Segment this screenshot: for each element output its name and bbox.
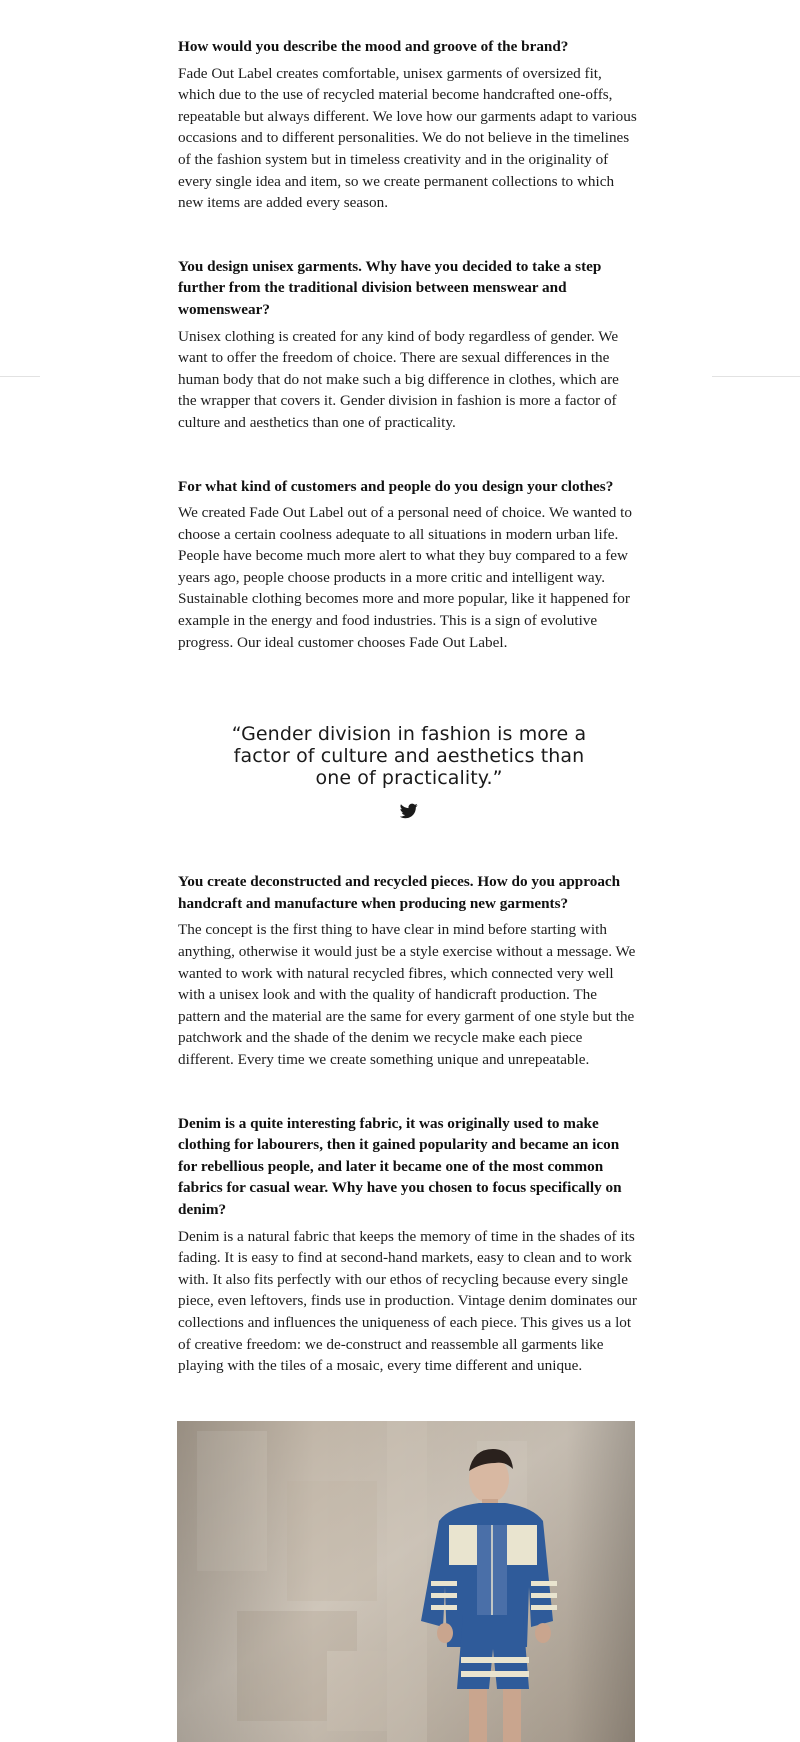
right-divider-line: [712, 376, 800, 377]
interview-question: For what kind of customers and people do you design your clothes?: [178, 477, 614, 495]
interview-answer: The concept is the first thing to have clear in mind before starting with anything, otherwise it would just be a style exercise without a message. We wanted to work with natural recycled fibres, which connected very well with a unisex look and with the quality of handicraft production. The pattern and the material are the same for every garment of one style but the patchwork and the shade of the denim we recycle make each piece different. Every time we create something unique and unrepeatable.: [178, 921, 636, 1068]
qa-item: [178, 476, 640, 654]
interview-answer: Unisex clothing is created for any kind of body regardless of gender. We want to offer the freedom of choice. There are sexual differences in the human body that do not make such a big difference in clothes, which are the wrapper that covers it. Gender division in fashion is more a factor of culture and aesthetics than one of practicality.: [178, 327, 619, 431]
interview-question: You design unisex garments. Why have you decided to take a step further from the traditional division between menswear and womenswear?: [178, 257, 602, 318]
qa-item: [178, 256, 640, 434]
qa-item: [178, 871, 640, 1070]
interview-article: [178, 36, 640, 1377]
interview-question: Denim is a quite interesting fabric, it was originally used to make clothing for labourers, then it gained popularity and became an icon for rebellious people, and later it became one of the most common fabrics for casual wear. Why have you chosen to focus specifically on denim?: [178, 1114, 622, 1218]
interview-answer: We created Fade Out Label out of a personal need of choice. We wanted to choose a certain coolness adequate to all situations in modern urban life. People have become much more alert to what they buy compared to a few years ago, people choose products in a more critic and intelligent way. Sustainable clothing becomes more and more popular, like it happened for example in the energy and food industries. This is a sign of evolutive progress. Our ideal customer chooses Fade Out Label.: [178, 504, 632, 651]
pull-quote-text: “Gender division in fashion is more a factor of culture and aesthetics than one of practicality.”: [231, 723, 587, 790]
pull-quote: [178, 723, 640, 823]
interview-answer: Fade Out Label creates comfortable, unisex garments of oversized fit, which due to the use of recycled material become handcrafted one-offs, repeatable but always different. We love how our garments adapt to various occasions and to different personalities. We do not believe in the timelines of the fashion system but in timeless creativity and in the originality of every single idea and item, so we create permanent collections to which new items are added every season.: [178, 64, 637, 212]
twitter-bird-icon[interactable]: [400, 803, 418, 819]
qa-item: [178, 36, 640, 214]
interview-answer: Denim is a natural fabric that keeps the memory of time in the shades of its fading. It is easy to find at second-hand markets, easy to clean and to work with. It also fits perfectly with our ethos of recycling because every single piece, even leftovers, finds use in production. Vintage denim dominates our collections and influences the uniqueness of each piece. This gives us a lot of creative freedom: we de-construct and reassemble all garments like playing with the tiles of a mosaic, every time different and unique.: [178, 1227, 637, 1375]
interview-question: You create deconstructed and recycled pieces. How do you approach handcraft and manufacture when producing new garments?: [178, 873, 621, 912]
interview-question: How would you describe the mood and groove of the brand?: [178, 38, 569, 55]
fashion-photo: [177, 1421, 635, 1742]
qa-item: [178, 1113, 640, 1377]
left-divider-line: [0, 376, 40, 377]
